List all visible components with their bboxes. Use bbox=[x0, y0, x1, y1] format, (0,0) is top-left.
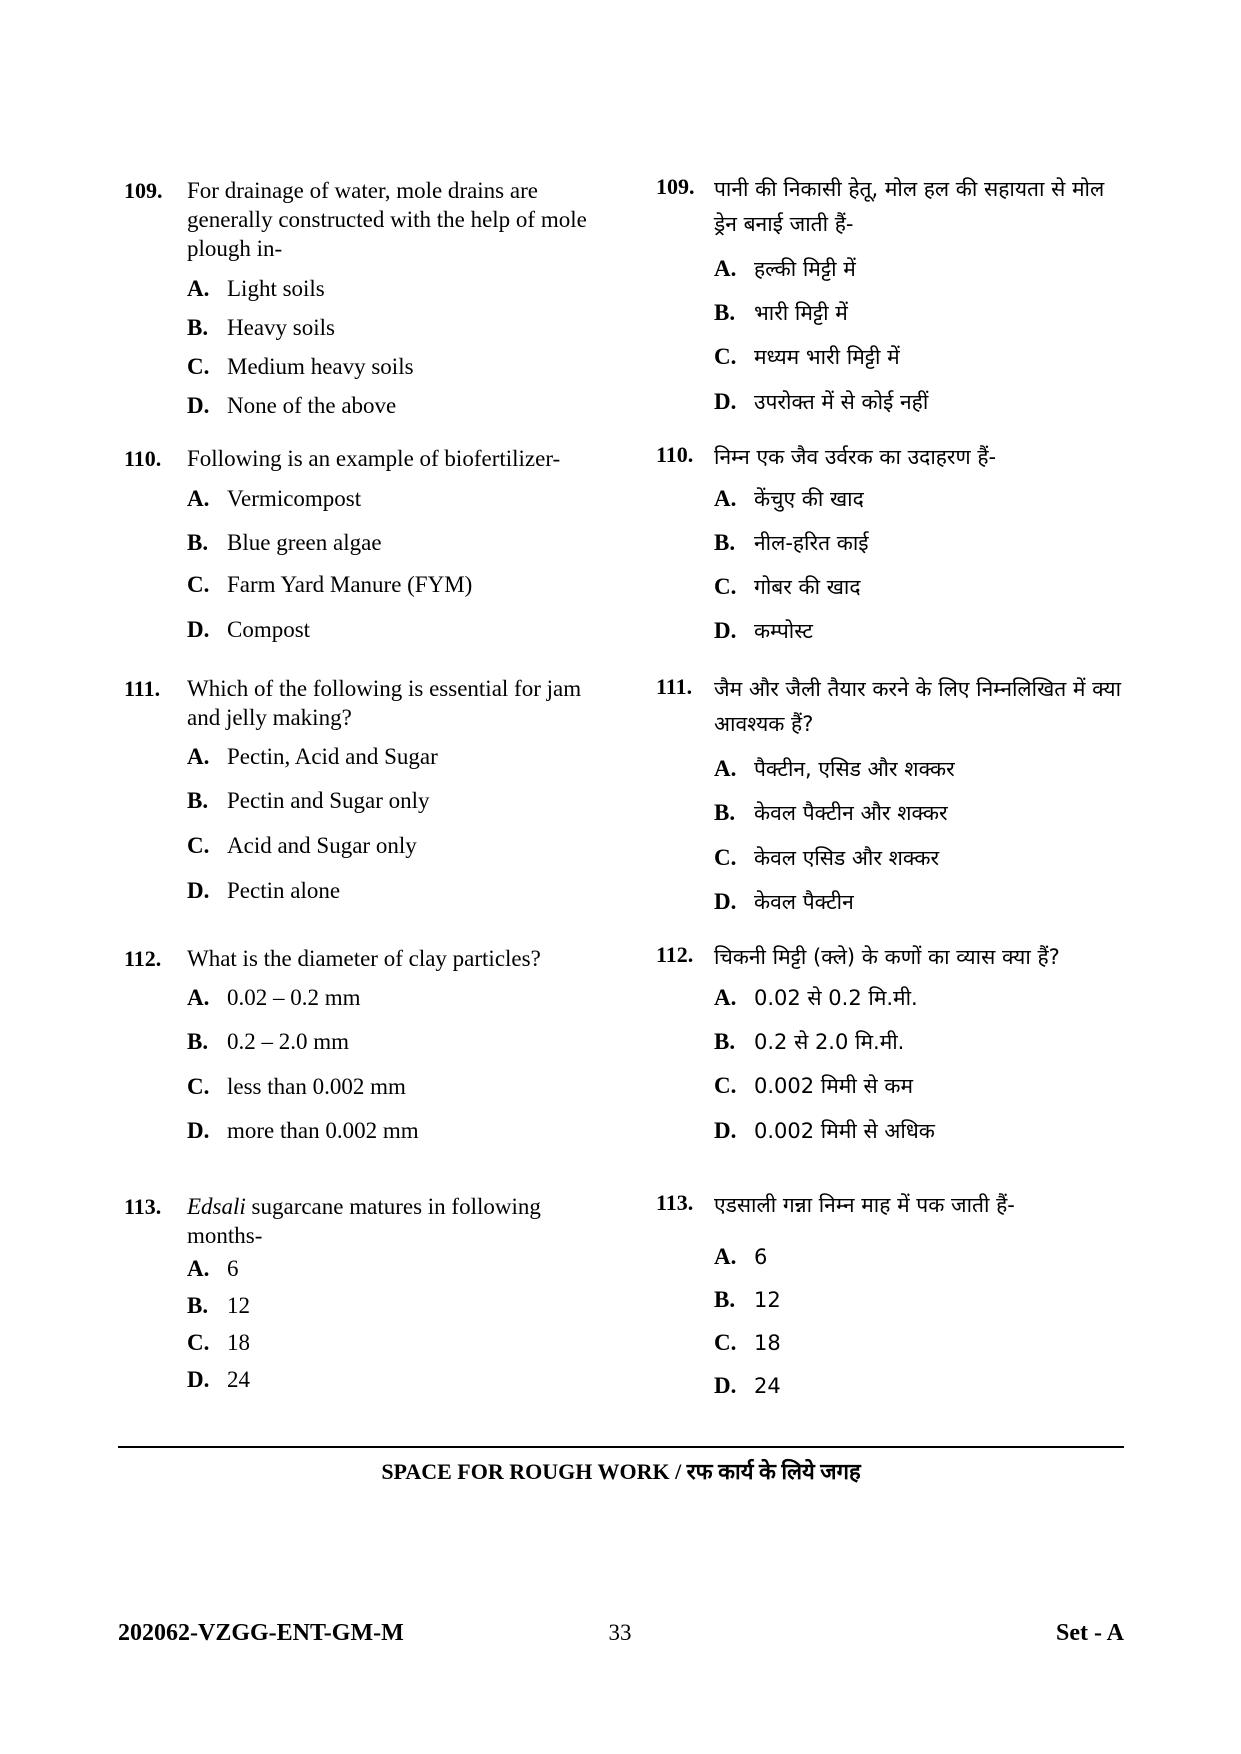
option-label: A. bbox=[187, 1256, 210, 1281]
option-label: D. bbox=[714, 1118, 737, 1143]
option-d bbox=[187, 615, 310, 644]
question-text-rest: sugarcane matures in following months- bbox=[187, 1194, 541, 1248]
option-text: 0.2 – 2.0 mm bbox=[227, 1029, 350, 1054]
rough-work-heading: SPACE FOR ROUGH WORK / रफ कार्य के लिये जगह bbox=[381, 1459, 861, 1484]
question-text-emphasis: Edsali bbox=[187, 1194, 246, 1219]
option-b bbox=[187, 786, 430, 815]
rough-work-divider bbox=[118, 1446, 1124, 1448]
question-number: 112. bbox=[656, 942, 694, 967]
option-label: D. bbox=[187, 1367, 210, 1392]
option-label: A. bbox=[714, 985, 737, 1010]
option-c bbox=[187, 570, 472, 599]
option-d bbox=[187, 1365, 250, 1394]
page-number: 33 bbox=[608, 1620, 632, 1645]
question-text: चिकनी मिट्टी (क्ले) के कणों का व्यास क्या हैं? bbox=[714, 945, 1060, 969]
option-text: Medium heavy soils bbox=[227, 354, 414, 379]
option-text: 12 bbox=[227, 1293, 250, 1318]
option-text: केंचुए की खाद bbox=[754, 487, 864, 511]
option-c bbox=[714, 1328, 781, 1358]
option-text: 0.002 मिमी से कम bbox=[754, 1074, 914, 1098]
option-label: C. bbox=[714, 344, 737, 369]
option-a bbox=[187, 742, 438, 771]
option-c bbox=[187, 1072, 406, 1101]
option-a bbox=[187, 274, 325, 303]
option-label: A. bbox=[187, 486, 210, 511]
option-label: D. bbox=[187, 617, 210, 642]
option-a bbox=[187, 484, 361, 513]
option-d bbox=[187, 1116, 419, 1145]
option-d bbox=[187, 391, 396, 420]
option-label: D. bbox=[187, 1118, 210, 1143]
option-text: केवल पैक्टीन bbox=[754, 890, 854, 914]
option-text: 18 bbox=[227, 1330, 250, 1355]
option-text: पैक्टीन, एसिड और शक्कर bbox=[754, 757, 955, 781]
option-a bbox=[714, 1242, 767, 1272]
option-text: Heavy soils bbox=[227, 315, 335, 340]
option-label: A. bbox=[714, 1244, 737, 1269]
option-d bbox=[714, 616, 813, 646]
option-label: B. bbox=[187, 1293, 209, 1318]
option-a bbox=[714, 983, 918, 1013]
paper-code: 202062-VZGG-ENT-GM-M bbox=[118, 1620, 404, 1646]
question-text: Which of the following is essential for jam and jelly making? bbox=[187, 676, 582, 730]
question-number: 109. bbox=[124, 178, 163, 203]
option-label: B. bbox=[187, 315, 209, 340]
option-b bbox=[187, 313, 335, 342]
option-text: भारी मिट्टी में bbox=[754, 301, 848, 325]
option-text: 0.2 से 2.0 मि.मी. bbox=[754, 1030, 905, 1054]
option-label: B. bbox=[187, 788, 209, 813]
option-b bbox=[714, 1027, 904, 1057]
option-b bbox=[714, 528, 869, 558]
option-d bbox=[714, 887, 854, 917]
option-a bbox=[714, 754, 955, 784]
question-text: Following is an example of biofertilizer- bbox=[187, 446, 561, 471]
option-label: D. bbox=[187, 878, 210, 903]
option-text: Vermicompost bbox=[227, 486, 362, 511]
option-text: Pectin, Acid and Sugar bbox=[227, 744, 438, 769]
option-label: D. bbox=[714, 618, 737, 643]
option-text: Pectin alone bbox=[227, 878, 341, 903]
option-c bbox=[714, 843, 939, 873]
option-a bbox=[187, 983, 361, 1012]
option-text: Acid and Sugar only bbox=[227, 833, 417, 858]
option-text: मध्यम भारी मिट्टी में bbox=[754, 345, 900, 369]
option-d bbox=[714, 387, 928, 417]
option-label: B. bbox=[714, 800, 736, 825]
option-text: केवल एसिड और शक्कर bbox=[754, 846, 940, 870]
option-label: C. bbox=[187, 833, 210, 858]
option-label: C. bbox=[714, 1073, 737, 1098]
set-label: Set - A bbox=[1056, 1620, 1124, 1646]
option-b bbox=[714, 298, 848, 328]
option-text: None of the above bbox=[227, 393, 397, 418]
option-label: C. bbox=[187, 572, 210, 597]
option-c bbox=[187, 1328, 250, 1357]
option-text: कम्पोस्ट bbox=[754, 619, 813, 643]
option-label: A. bbox=[187, 276, 210, 301]
option-text: less than 0.002 mm bbox=[227, 1074, 406, 1099]
option-label: A. bbox=[714, 486, 737, 511]
option-label: B. bbox=[187, 530, 209, 555]
option-label: C. bbox=[187, 1330, 210, 1355]
option-a bbox=[187, 1254, 239, 1283]
option-label: A. bbox=[714, 256, 737, 281]
option-c bbox=[187, 352, 414, 381]
option-text: Farm Yard Manure (FYM) bbox=[227, 572, 473, 597]
option-label: B. bbox=[714, 1287, 736, 1312]
option-label: D. bbox=[187, 393, 210, 418]
question-number: 111. bbox=[124, 676, 161, 701]
option-label: A. bbox=[187, 985, 210, 1010]
option-label: B. bbox=[714, 530, 736, 555]
option-label: D. bbox=[714, 889, 737, 914]
option-text: 12 bbox=[754, 1288, 781, 1312]
option-label: C. bbox=[714, 845, 737, 870]
option-label: C. bbox=[714, 574, 737, 599]
option-b bbox=[714, 798, 948, 828]
option-c bbox=[714, 342, 900, 372]
option-text: 0.02 – 0.2 mm bbox=[227, 985, 361, 1010]
option-text: केवल पैक्टीन और शक्कर bbox=[754, 801, 948, 825]
option-text: 0.02 से 0.2 मि.मी. bbox=[754, 986, 918, 1010]
question-text: पानी की निकासी हेतू, मोल हल की सहायता से मोल ड्रेन बनाई जाती हैं- bbox=[714, 177, 1105, 236]
option-text: नील-हरित काई bbox=[754, 531, 869, 555]
option-b bbox=[187, 1291, 250, 1320]
option-c bbox=[714, 1071, 913, 1101]
option-c bbox=[714, 572, 861, 602]
question-number: 109. bbox=[656, 174, 695, 199]
question-text: जैम और जैली तैयार करने के लिए निम्नलिखित में क्या आवश्यक हैं? bbox=[714, 677, 1122, 736]
option-d bbox=[187, 876, 340, 905]
option-text: 6 bbox=[227, 1256, 239, 1281]
option-text: 0.002 मिमी से अधिक bbox=[754, 1119, 935, 1143]
question-number: 110. bbox=[124, 446, 162, 471]
option-label: D. bbox=[714, 1373, 737, 1398]
question-text bbox=[187, 1192, 607, 1250]
question-number: 112. bbox=[124, 946, 162, 971]
option-label: C. bbox=[714, 1330, 737, 1355]
option-label: B. bbox=[714, 1029, 736, 1054]
option-text: उपरोक्त में से कोई नहीं bbox=[754, 390, 929, 414]
option-text: Light soils bbox=[227, 276, 325, 301]
option-text: Pectin and Sugar only bbox=[227, 788, 430, 813]
option-a bbox=[714, 254, 856, 284]
option-text: Compost bbox=[227, 617, 311, 642]
question-number: 113. bbox=[124, 1194, 162, 1219]
option-c bbox=[187, 831, 417, 860]
question-text: What is the diameter of clay particles? bbox=[187, 946, 541, 971]
option-a bbox=[714, 484, 864, 514]
option-text: more than 0.002 mm bbox=[227, 1118, 419, 1143]
option-text: 6 bbox=[754, 1245, 768, 1269]
question-number: 110. bbox=[656, 442, 694, 467]
option-d bbox=[714, 1116, 935, 1146]
question-text: For drainage of water, mole drains are generally constructed with the help of mole plough in- bbox=[187, 178, 587, 261]
option-text: हल्की मिट्टी में bbox=[754, 257, 856, 281]
option-text: 24 bbox=[227, 1367, 250, 1392]
option-b bbox=[187, 528, 382, 557]
option-label: B. bbox=[714, 300, 736, 325]
option-label: D. bbox=[714, 389, 737, 414]
option-text: गोबर की खाद bbox=[754, 575, 861, 599]
question-text: निम्न एक जैव उर्वरक का उदाहरण हैं- bbox=[714, 445, 997, 469]
option-label: B. bbox=[187, 1029, 209, 1054]
option-text: 18 bbox=[754, 1331, 781, 1355]
option-label: A. bbox=[187, 744, 210, 769]
option-label: C. bbox=[187, 354, 210, 379]
option-label: C. bbox=[187, 1074, 210, 1099]
option-b bbox=[714, 1285, 781, 1315]
option-label: A. bbox=[714, 756, 737, 781]
option-b bbox=[187, 1027, 349, 1056]
question-text: एडसाली गन्ना निम्न माह में पक जाती हैं- bbox=[714, 1193, 1015, 1217]
option-d bbox=[714, 1371, 781, 1401]
option-text: 24 bbox=[754, 1374, 781, 1398]
option-text: Blue green algae bbox=[227, 530, 382, 555]
question-number: 113. bbox=[656, 1190, 694, 1215]
question-number: 111. bbox=[656, 674, 693, 699]
